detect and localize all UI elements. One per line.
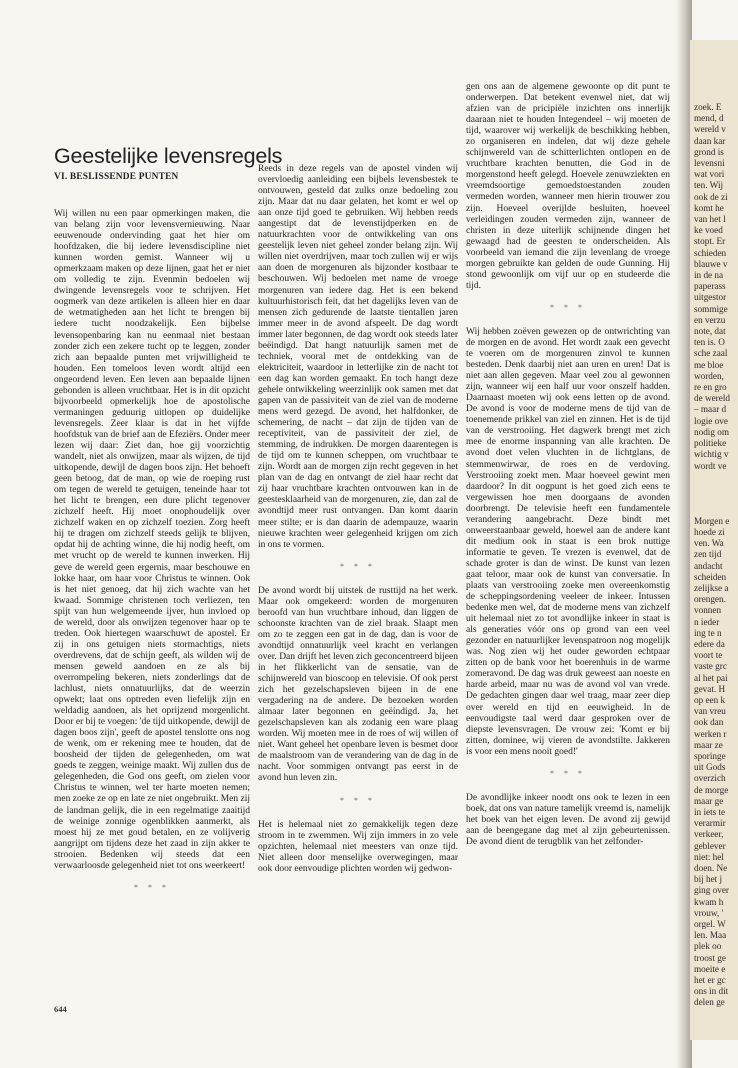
section-separator: * * * — [340, 795, 376, 805]
paragraph: Wij hebben zoëven gewezen op de ontwrichting van de morgen en de avond. Het wordt zaak een gevecht te voeren om de morgenuren zinvol te kunnen besteden. Denk daarbij niet aan uren en uren! Dat is niet aan allen gegeven. Maar veel zou al gewonnen zijn, wanneer wij een half uur voor onszelf hadden. Daarnaast moeten wij ook eens letten op de avond. De avond is voor de moderne mens de tijd van de toenemende prikkel van ziel en zinnen. Het is de tijd van de verstrooiing. Het dagwerk brengt met zich mee de enorme inspanning van alle krachten. De avond doet velen vluchten in de lichtglans, de stemmenwirwar, de roes en de verdoving. Verstrooiing zoekt men. Maar hoeveel gewint men daardoor? In dit oogpunt is het goed zich eens te vergewissen hoe men doorgaans de avonden doorbrengt. De televisie heeft een fundamentele verandering aangebracht. Deze bindt met onweerstaanbaar geweld, hoewel aan de andere kant dit medium ook in staat is een brok nuttige informatie te geven. Te vrezen is evenwel, dat de schade groter is dan de winst. De kunst van lezen gaat teloor, maar ook de kunst van conversatie. In plaats van verstrooiing zoeke men overeenkomstig de scheppingsordening veeleer de inkeer. Intussen bedenke men wel, dat de moderne mens van zichzelf uit helemaal niet zo tot avondlijke inkeer in staat is als generaties vóór ons op grond van een veel gezonder en natuurlijker levenspatroon nog mogelijk was. Nog zien wij het ouder geworden echtpaar zitten op de bank voor het boerenhuis in de warme zomeravond. De dag was druk geweest aan noeste en harde arbeid, maar nu was de avond vol van vrede. De gedachten gingen daar wel traag, maar zeer diep over wereld en tijd en eeuwigheid. In de eenvoudigste taal werd daar gesproken over de diepste levensvragen. De vrouw zei: 'Komt er bij zitten, dominee, wij vieren de avondstilte. Jakkeren is voor een mens nooit goed!' — [466, 326, 670, 757]
adjacent-page-block-2 — [690, 516, 738, 1009]
adjacent-page-line: het er gc — [694, 975, 726, 986]
adjacent-page-line: sche zaal — [694, 348, 728, 359]
adjacent-page-line: ke voed — [694, 225, 723, 236]
paragraph: De avondlijke inkeer noodt ons ook te lezen in een boek, dat ons van nature tamelijk vreemd is, namelijk het boek van het eigen leven. De avond zij gewijd aan de beengegane dag met al zijn gebeurtenissen. De avond dient de terugblik van het zelfonder- — [466, 792, 670, 847]
adjacent-page-line: len. Maa — [694, 930, 727, 941]
section-separator: * * * — [550, 768, 586, 778]
adjacent-page-line: vrouw, ' — [694, 907, 724, 918]
adjacent-page-line: zen tijd — [694, 549, 722, 560]
adjacent-page-line: van vreu — [694, 706, 726, 717]
adjacent-page-line: edere da — [694, 638, 725, 649]
adjacent-page-line: werken r — [694, 728, 727, 739]
adjacent-page-line: politieke — [694, 438, 727, 449]
adjacent-page-line: gevat. H — [694, 683, 726, 694]
adjacent-page-line: nodig om — [694, 426, 729, 437]
adjacent-page-line: ging over — [694, 885, 729, 896]
paragraph: Het is helemaal niet zo gemakkelijk tegen deze stroom in te zwemmen. Wij zijn immers in zo vele opzichten, helemaal niet meesters van onze tijd. Niet alleen door menselijke overwegingen, maar ook door eenvoudige plichten worden wij gedwon- — [258, 819, 458, 874]
adjacent-page-line: wat vori — [694, 169, 725, 180]
adjacent-page-line: ook dan — [694, 717, 724, 728]
adjacent-page-line: andacht — [694, 560, 723, 571]
adjacent-page-line: zelijkse a — [694, 582, 729, 593]
paragraph: De avond wordt bij uitstek de rusttijd na het werk. Maar ook omgekeerd: worden de morgenuren beroofd van hun vruchtbare inhoud, dan liggen de schoonste krachten van de ziel braak. Slaapt men om zo te zeggen een gat in de dag, dan is voor de avondtijd onnatuurlijk veel kracht en verlangen over. Dan drijft het leven zich geconcentreerd bijeen in het flikkerlicht van de sensatie, van de schijnwereld van bioscoop en televisie. Of ook perst zich het gezelschapsleven bijeen in de ene vergadering na de andere. De bezoeken worden almaar later begonnen en geëindigd. Ja, het gezelschapsleven kan als zodanig een ware plaag worden. Wij moeten mee in de roes of wij willen of niet. Want geheel het openbare leven is besmet door de maalstroom van de verandering van de dag in de nacht. Voor sommigen ontvangt pas eerst in de avond hun leven zin. — [258, 585, 458, 784]
adjacent-page-line: in iets te — [694, 806, 726, 817]
adjacent-page-line: grond is — [694, 146, 724, 157]
adjacent-page-line: sommige — [694, 303, 728, 314]
adjacent-page-line: kwam h — [694, 896, 724, 907]
adjacent-page-line: re en gro — [694, 382, 727, 393]
adjacent-page-line: komt he — [694, 202, 724, 213]
adjacent-page-block-1 — [690, 102, 738, 472]
adjacent-page-line: uit Gods — [694, 762, 726, 773]
adjacent-page-line: en verzu — [694, 314, 726, 325]
page-number: 644 — [54, 1004, 67, 1014]
adjacent-page-line: mend, d — [694, 113, 724, 124]
adjacent-page-line: doen. Ne — [694, 863, 728, 873]
adjacent-page-line: scheiden — [694, 571, 727, 582]
adjacent-page-line: ook de zi — [694, 191, 728, 202]
adjacent-page-line: orgel. W — [694, 919, 726, 930]
adjacent-page-line: overzich — [694, 773, 726, 784]
adjacent-page-line: maar ge — [694, 795, 724, 806]
adjacent-page-line: delen ge — [694, 997, 725, 1008]
paragraph: gen ons aan de algemene gewoonte op dit punt te onderwerpen. Dat betekent evenwel niet, dat wij afzien van de pricipiële inzichten ons innerlijk daaraan niet te houden Integendeel – wij moeten de tijd, waarover wij werkelijk de beschikking hebben, zo organiseren en indelen, dat wij deze gehele schijnwereld van de schitterlichten ontlopen en de vruchtbare krachten benutten, die God in de morgenstond heeft gelegd. Hoevele zenuwziekten en vreemdsoortige gemoedstoestanden zouden vermeden worden, wanneer men hierin trouwer zou zijn. Hoeveel overijlde besluiten, hoeveel verleidingen zouden vermeden zijn, wanneer de christen in deze uiterlijk schijnende dingen het gewaagd had de geesten te onderscheiden. Als voorbeeld van iemand die zijn levenlang de vroege morgen gebruikte kan gelden de oude Gunning. Hij stond gewoonlijk om vijf uur op en studeerde die tijd. — [466, 82, 670, 291]
adjacent-page-line: geblever — [694, 840, 726, 851]
section-separator: * * * — [550, 302, 586, 312]
adjacent-page-line: verkeer, — [694, 829, 724, 840]
adjacent-page-line: wordt ve — [694, 460, 727, 471]
adjacent-page-line: de wereld — [694, 393, 730, 404]
text-column-1 — [54, 209, 250, 1019]
adjacent-page-line: hoede zi — [694, 526, 725, 537]
adjacent-page-edge — [690, 40, 738, 1040]
adjacent-page-line: ten. Wij — [694, 180, 724, 191]
paragraph: Reeds in deze regels van de apostel vinden wij overvloedig aanleiding een bijbels levensbestek te ontvouwen, gesteld dat zulks onze bedoeling zou zijn. Maar dat nu daar gelaten, het komt er wel op aan onze tijd goed te gebruiken. Wij hebben reeds aangestipt dat de levenstijdperken en de natuurkrachten voor de ontwikkeling van ons geestelijk leven niet geheel zonder belang zijn. Wij willen niet overdrijven, maar toch zullen wij er wijs aan doen de morgenuren als bijzonder kostbaar te beschouwen. Wij bedoelen met name de vroege morgenuren van iedere dag. Het is een bekend kultuurhistorisch feit, dat het dagelijks leven van de mensen zich gedurende de laatste tientallen jaren immer meer in de avond afspeelt. De dag wordt immer later begonnen, de dag wordt ook steeds later beëindigd. Dat hangt natuurlijk samen met de techniek, vooral met de ontdekking van de elektriciteit, waardoor in letterlijke zin de nacht tot een dag kan worden gemaakt. En toch hangt deze gehele ontwikkeling weerzinlijk ook samen met dat gapen van de passiviteit van de ziel van de moderne mens werd gezegd. De avond, het halfdonker, de schemering, de nacht – dat zijn de tijden van de receptiviteit, van de passiviteit der ziel, de stemming, de indrukken. De morgen daarentegen is de tijd om te kunnen scheppen, om vruchtbaar te zijn. Wordt aan de morgen zijn recht gegeven in het plan van de dag en ontvangt de ziel haar recht dat zij haar vruchtbare krachten ontvouwen kan in de geestesklaarheid van de morgenuren, zie, dan zal de avondtijd meer rust ontvangen. Dan komt daarin meer stilte; er is dan daarin de adempauze, waarin nieuwe krachten weer gelegenheid krijgen om zich in ons te vormen. — [258, 164, 458, 550]
section-separator: * * * — [134, 882, 170, 892]
adjacent-page-line: ven. Wa — [694, 538, 724, 549]
adjacent-page-line: Morgen e — [694, 515, 730, 526]
adjacent-page-line: plek oo — [694, 941, 722, 952]
adjacent-page-line: vaste grc — [694, 661, 727, 672]
adjacent-page-line: maar ze — [694, 739, 723, 750]
adjacent-page-line: voort te — [694, 650, 723, 661]
adjacent-page-line: al het pai — [694, 672, 728, 683]
adjacent-page-line: logie ove — [694, 415, 728, 426]
paragraph: Wij willen nu een paar opmerkingen maken, die van belang zijn voor levensvernieuwing. Naar eeuwenoude ondervinding gaat het hier om hoofdzaken, die bij iedere levensdiscipline niet kunnen worden gemist. Wanneer wij u opmerkzaam maken op deze lijnen, gaat het er niet om volledig te zijn. Evenmin bedoelen wij dwingende levensregels voor te schrijven. Het oogmerk van deze artikelen is alleen hier en daar de wetmatigheden aan het licht te brengen bij iedere tucht noodzakelijk. Een bijbelse levensopenbaring kan nu eenmaal niet bestaan zonder zich een zekere tucht op te leggen, zonder zich aan bepaalde punten met vrijwilligheid te houden. Een tomeloos leven wordt altijd een ongeordend leven. Een leven aan bepaalde lijnen gebonden is alleen vruchtbaar. Het is in dit opzicht bijvoorbeeld opmerkelijk hoe de apostolische vermaningen geduurig uitlopen op duidelijke levensregels. Zeer klaar is dat in het vijfde hoofdstuk van de brief aan de Efeziërs. Onder meer lezen wij daar: Ziet dan, hoe gij voorzichtig wandelt, niet als onwijzen, maar als wijzen, de tijd uitkopende, dewijl de dagen boos zijn. Het behoeft geen betoog, dat de man, op wie de roeping rust om tegen de wereld te getuigen, teneinde haar tot het licht te brengen, een dure plicht tegenover zichzelf heeft. Hij moet onophoudelijk over zichzelf waken en op zichzelf toezien. Zorg heeft hij te dragen om zichzelf steeds gelijk te blijven, opdat hij de achting winne, die hij nodig heeft, om met vrucht op de wereld te kunnen inwerken. Hij geve de wereld geen ergernis, maar beschouwe en lokke haar, om haar voor Christus te winnen. Ook is het niet genoeg, dat hij zich wachte van het kwaad. Sommige christenen toch verliezen, ten spijt van hun welgemeende ijver, hun invloed op de wereld, door als onwijzen tegenover haar op te treden. Ook hiertegen waarschuwt de apostel. Er zij in ons getuigen niets stormachtigs, niets overdrevens, dat de schijn geeft, als wilden wij de mensen geweld aandoen en ze als bij overrompeling bekeren, niets zonderlings dat de lachlust, niets onnatuurlijks, dat de weerzin opwekt; laat ons optreden even liefelijk zijn en weldadig aandoen, als het oprijzend morgenlicht. Door er bij te voegen: 'de tijd uitkopende, dewijl de dagen boos zijn', geeft de apostel tenslotte ons nog de wenk, om er rekening mee te houden, dat de boosheid der tijden de gelegenheden, om wat goeds te zeggen, weinige maakt. Wij zullen dus de gelegenheden, die God ons geeft, om zielen voor Christus te winnen, wel ter harte moeten nemen; men zoeke ze op en late ze niet ongebruikt. Men zij de landman gelijk, die in een regelmatige zaaitijd de weinige zonnige ogenblikken aanmerkt, als moest hij ze met goud betalen, en ze volijverig aangrijpt om tijdens deze het zaad in zijn akker te strooien. Bedenken wij steeds dat een verwaarloosde gelegenheid niet tot ons weerkeert! — [54, 209, 250, 871]
section-separator: * * * — [340, 561, 376, 571]
adjacent-page-line: paperass — [694, 281, 726, 292]
adjacent-page-line: vonnen — [694, 605, 722, 616]
adjacent-page-line: schieden — [694, 247, 727, 258]
adjacent-page-line: ing te n — [694, 627, 722, 638]
adjacent-page-line: n ieder — [694, 616, 720, 627]
adjacent-page-line: blauwe v — [694, 258, 728, 269]
adjacent-page-line: niet: hel — [694, 851, 724, 862]
article-title: Geestelijke levensregels — [54, 144, 283, 168]
adjacent-page-line: zoek. E — [694, 102, 722, 112]
adjacent-page-line: wereld v — [694, 124, 726, 135]
adjacent-page-line: stopt. Er — [694, 236, 726, 247]
adjacent-page-line: – maar d — [694, 404, 727, 415]
text-column-3 — [466, 82, 670, 1012]
adjacent-page-line: troost ge — [694, 952, 726, 963]
adjacent-page-line: in de na — [694, 270, 724, 281]
adjacent-page-line: daan kar — [694, 135, 726, 146]
adjacent-page-line: orengen. — [694, 594, 726, 605]
adjacent-page-line: de morge — [694, 784, 729, 795]
text-column-2 — [258, 164, 458, 984]
adjacent-page-line: verarmir — [694, 818, 726, 829]
adjacent-page-line: uitgestor — [694, 292, 727, 303]
article-subtitle: VI. BESLISSENDE PUNTEN — [54, 172, 179, 182]
adjacent-page-line: moeite e — [694, 963, 726, 974]
adjacent-page-line: levensni — [694, 158, 725, 169]
adjacent-page-line: me bloe — [694, 359, 724, 370]
adjacent-page-line: sporinge — [694, 750, 726, 761]
adjacent-page-line: worden, — [694, 370, 724, 381]
adjacent-page-line: ten is. O — [694, 337, 725, 348]
adjacent-page-line: bij het j — [694, 874, 723, 885]
adjacent-page-line: op een k — [694, 694, 726, 705]
adjacent-page-line: wichtig v — [694, 449, 729, 460]
adjacent-page-line: van het l — [694, 214, 726, 225]
adjacent-page-line: note, dat — [694, 326, 726, 337]
magazine-page — [44, 82, 676, 1022]
adjacent-page-line: ons in dit — [694, 986, 729, 997]
